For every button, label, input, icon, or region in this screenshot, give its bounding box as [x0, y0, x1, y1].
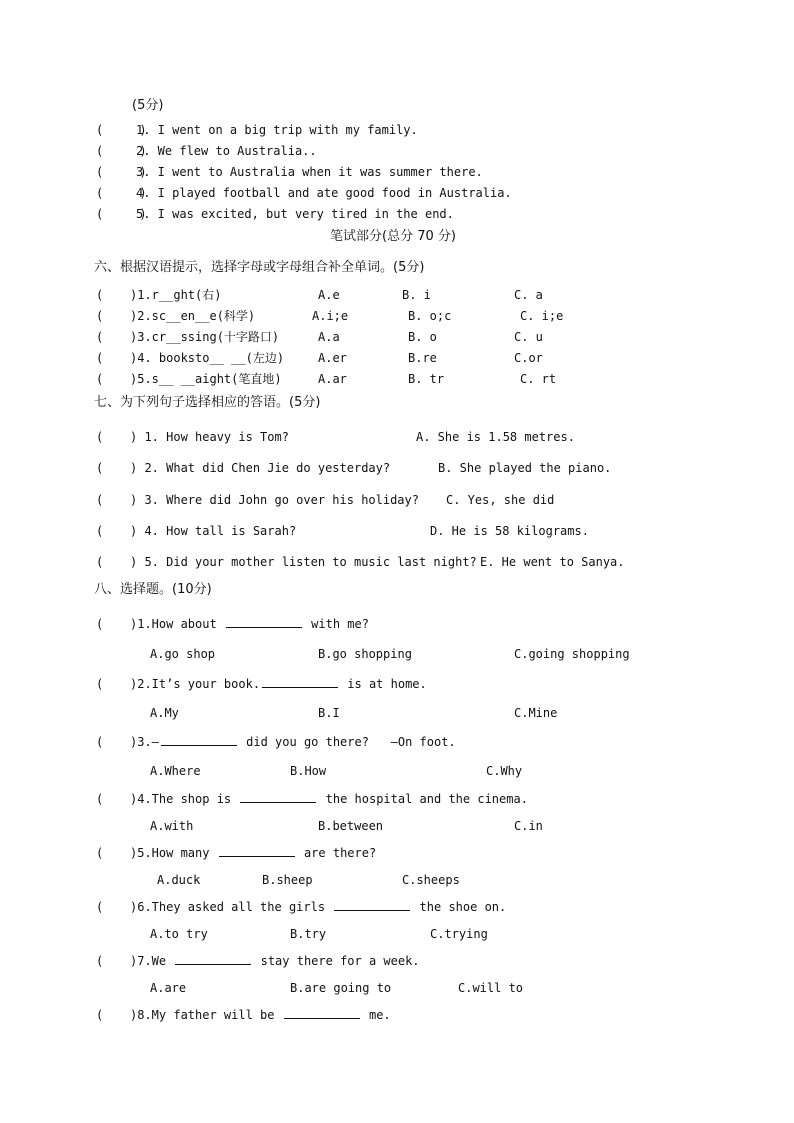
list-item: 5. I was excited, but very tired in the end. — [136, 207, 454, 221]
option-a[interactable]: A.to try — [150, 927, 208, 941]
section6-heading: 六、根据汉语提示，选择字母或字母组合补全单词。(5分) — [94, 260, 425, 275]
option-a[interactable]: A.er — [318, 351, 347, 365]
fill-blank[interactable] — [161, 734, 237, 746]
option-b[interactable]: B. o;c — [408, 309, 452, 323]
answer-bracket[interactable]: ( — [96, 677, 104, 691]
answer-option: B. She played the piano. — [438, 461, 612, 475]
answer-option: A. She is 1.58 metres. — [416, 430, 575, 444]
option-c[interactable]: C.Why — [486, 764, 523, 778]
question-post: are there? — [303, 846, 377, 860]
option-b[interactable]: B. o — [408, 330, 437, 344]
option-a[interactable]: A.i;e — [312, 309, 349, 323]
question-pre: )8.My father will be — [130, 1008, 275, 1022]
answer-bracket[interactable]: ( — [96, 524, 104, 538]
option-c[interactable]: C.Mine — [514, 706, 558, 720]
list-item: 3. I went to Australia when it was summer there. — [136, 165, 483, 179]
list-item: 1. I went on a big trip with my family. — [136, 123, 418, 137]
fill-blank[interactable] — [262, 676, 338, 688]
question-pre: )1.How about — [130, 617, 217, 631]
option-a[interactable]: A.e — [318, 288, 340, 302]
fill-blank[interactable] — [219, 845, 295, 857]
question-text: ) 1. How heavy is Tom? — [130, 430, 289, 444]
list-item: 2. We flew to Australia.. — [136, 144, 317, 158]
question-post: did you go there? —On foot. — [246, 735, 456, 749]
answer-bracket[interactable]: ( — [96, 330, 104, 344]
question-post: stay there for a week. — [260, 954, 420, 968]
question-text: )2.sc__en__e(科学) — [130, 309, 256, 323]
answer-bracket[interactable]: ( ) — [96, 207, 147, 221]
question-pre: )4.The shop is — [130, 792, 232, 806]
list-item: 4. I played football and ate good food in Australia. — [136, 186, 512, 200]
answer-bracket[interactable]: ( ) — [96, 165, 147, 179]
answer-bracket[interactable]: ( — [96, 555, 104, 569]
answer-bracket[interactable]: ( — [96, 309, 104, 323]
answer-bracket[interactable]: ( — [96, 900, 104, 914]
question-text: ) 5. Did your mother listen to music last night? — [130, 555, 477, 569]
answer-bracket[interactable]: ( ) — [96, 186, 147, 200]
option-b[interactable]: B.go shopping — [318, 647, 412, 661]
question-text — [130, 845, 376, 861]
question-text — [130, 791, 528, 807]
option-a[interactable]: A.My — [150, 706, 179, 720]
question-pre: )7.We — [130, 954, 167, 968]
section8-heading: 八、选择题。(10分) — [94, 582, 212, 597]
answer-bracket[interactable]: ( — [96, 493, 104, 507]
question-text — [130, 616, 369, 632]
question-post: with me? — [311, 617, 369, 631]
fill-blank[interactable] — [175, 953, 251, 965]
question-text: )1.r__ght(右) — [130, 288, 222, 302]
question-text: )5.s__ __aight(笔直地) — [130, 372, 282, 386]
answer-bracket[interactable]: ( ) — [96, 123, 147, 137]
answer-bracket[interactable]: ( — [96, 430, 104, 444]
answer-option: E. He went to Sanya. — [480, 555, 625, 569]
question-pre: )6.They asked all the girls — [130, 900, 326, 914]
question-text: ) 2. What did Chen Jie do yesterday? — [130, 461, 391, 475]
answer-bracket[interactable]: ( — [96, 954, 104, 968]
answer-bracket[interactable]: ( — [96, 617, 104, 631]
option-b[interactable]: B.are going to — [290, 981, 392, 995]
option-a[interactable]: A.duck — [157, 873, 201, 887]
question-pre: )5.How many — [130, 846, 210, 860]
question-text — [130, 899, 506, 915]
question-post: me. — [368, 1008, 391, 1022]
question-text — [130, 676, 427, 692]
option-c[interactable]: C. a — [514, 288, 543, 302]
option-c[interactable]: C. rt — [520, 372, 557, 386]
answer-bracket[interactable]: ( — [96, 288, 104, 302]
option-c[interactable]: C. u — [514, 330, 543, 344]
fill-blank[interactable] — [226, 616, 302, 628]
fill-blank[interactable] — [334, 899, 410, 911]
question-text — [130, 953, 420, 969]
question-text — [130, 734, 456, 750]
option-a[interactable]: A.with — [150, 819, 194, 833]
answer-bracket[interactable]: ( ) — [96, 144, 147, 158]
option-b[interactable]: B.try — [290, 927, 327, 941]
option-b[interactable]: B.between — [318, 819, 384, 833]
answer-bracket[interactable]: ( — [96, 351, 104, 365]
option-b[interactable]: B. tr — [408, 372, 445, 386]
question-post: the shoe on. — [419, 900, 507, 914]
option-c[interactable]: C.in — [514, 819, 543, 833]
question-text — [130, 1007, 391, 1023]
written-section-title: 笔试部分(总分 70 分) — [330, 229, 456, 244]
answer-bracket[interactable]: ( — [96, 1008, 104, 1022]
option-b[interactable]: B.sheep — [262, 873, 313, 887]
option-a[interactable]: A.a — [318, 330, 340, 344]
option-a[interactable]: A.are — [150, 981, 187, 995]
answer-bracket[interactable]: ( — [96, 372, 104, 386]
question-pre: )2.It’s your book. — [130, 677, 261, 691]
option-a[interactable]: A.go shop — [150, 647, 216, 661]
answer-bracket[interactable]: ( — [96, 846, 104, 860]
answer-bracket[interactable]: ( — [96, 735, 104, 749]
fill-blank[interactable] — [240, 791, 316, 803]
answer-option: C. Yes, she did — [446, 493, 555, 507]
question-text: )4. booksto__ __(左边) — [130, 351, 285, 365]
option-b[interactable]: B. i — [402, 288, 431, 302]
option-b[interactable]: B.I — [318, 706, 340, 720]
option-c[interactable]: C.going shopping — [514, 647, 630, 661]
option-c[interactable]: C.or — [514, 351, 543, 365]
answer-bracket[interactable]: ( — [96, 461, 104, 475]
question-pre: )3.— — [130, 735, 159, 749]
question-text: ) 4. How tall is Sarah? — [130, 524, 297, 538]
option-a[interactable]: A.ar — [318, 372, 347, 386]
question-post: is at home. — [347, 677, 427, 691]
option-a[interactable]: A.Where — [150, 764, 201, 778]
question-text: )3.cr__ssing(十字路口) — [130, 330, 280, 344]
option-c[interactable]: C.will to — [458, 981, 524, 995]
option-b[interactable]: B.re — [408, 351, 437, 365]
question-post: the hospital and the cinema. — [325, 792, 528, 806]
section7-heading: 七、为下列句子选择相应的答语。(5分) — [94, 395, 321, 410]
question-text: ) 3. Where did John go over his holiday? — [130, 493, 419, 507]
option-b[interactable]: B.How — [290, 764, 327, 778]
answer-bracket[interactable]: ( — [96, 792, 104, 806]
section5-score: (5分) — [132, 98, 164, 113]
option-c[interactable]: C.sheeps — [402, 873, 460, 887]
answer-option: D. He is 58 kilograms. — [430, 524, 589, 538]
fill-blank[interactable] — [284, 1007, 360, 1019]
option-c[interactable]: C. i;e — [520, 309, 564, 323]
option-c[interactable]: C.trying — [430, 927, 488, 941]
